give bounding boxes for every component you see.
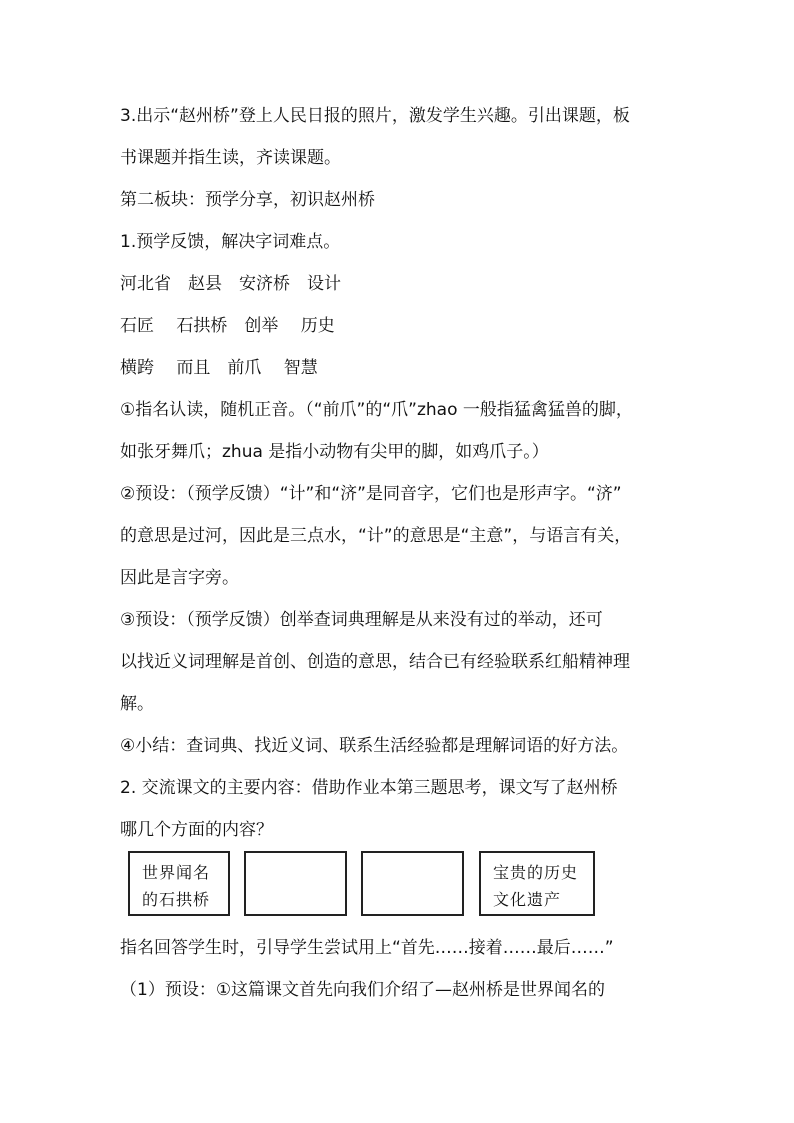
content-box-2 xyxy=(244,851,347,916)
text-line: 指名回答学生时，引导学生尝试用上“首先……接着……最后……” xyxy=(120,938,614,958)
vocab-line: 河北省 赵县 安济桥 设计 xyxy=(120,274,341,294)
content-box-1 xyxy=(128,851,230,916)
text-line: 的意思是过河，因此是三点水，“计”的意思是“主意”，与语言有关， xyxy=(120,526,632,546)
text-line: （1）预设：①这篇课文首先向我们介绍了—赵州桥是世界闻名的 xyxy=(120,980,606,1000)
content-box-3 xyxy=(361,851,464,916)
text-line: 以找近义词理解是首创、创造的意思，结合已有经验联系红船精神理 xyxy=(120,652,630,672)
text-line: 如张牙舞爪；zhua 是指小动物有尖甲的脚，如鸡爪子。） xyxy=(120,442,549,462)
content-box-text: 宝贵的历史 文化遗产 xyxy=(493,863,579,909)
content-box-text: 世界闻名 的石拱桥 xyxy=(142,863,211,909)
text-line: 2. 交流课文的主要内容：借助作业本第三题思考，课文写了赵州桥 xyxy=(120,778,618,798)
section-heading: 第二板块：预学分享，初识赵州桥 xyxy=(120,190,375,210)
text-line: ④小结：查词典、找近义词、联系生活经验都是理解词语的好方法。 xyxy=(120,736,629,756)
text-line: ①指名认读，随机正音。（“前爪”的“爪”zhao 一般指猛禽猛兽的脚， xyxy=(120,400,633,420)
text-line: 因此是言字旁。 xyxy=(120,568,239,588)
text-line: 1.预学反馈，解决字词难点。 xyxy=(120,232,341,252)
text-line: ③预设：（预学反馈）创举查词典理解是从来没有过的举动，还可 xyxy=(120,610,603,630)
text-line: 3.出示“赵州桥”登上人民日报的照片，激发学生兴趣。引出课题，板 xyxy=(120,106,630,126)
content-box-4 xyxy=(479,851,595,916)
vocab-line: 横跨 而且 前爪 智慧 xyxy=(120,358,318,378)
text-line: ②预设：（预学反馈）“计”和“济”是同音字，它们也是形声字。“济” xyxy=(120,484,622,504)
text-line: 书课题并指生读，齐读课题。 xyxy=(120,148,341,168)
vocab-line: 石匠 石拱桥 创举 历史 xyxy=(120,316,335,336)
text-line: 哪几个方面的内容？ xyxy=(120,820,273,840)
text-line: 解。 xyxy=(120,694,154,714)
